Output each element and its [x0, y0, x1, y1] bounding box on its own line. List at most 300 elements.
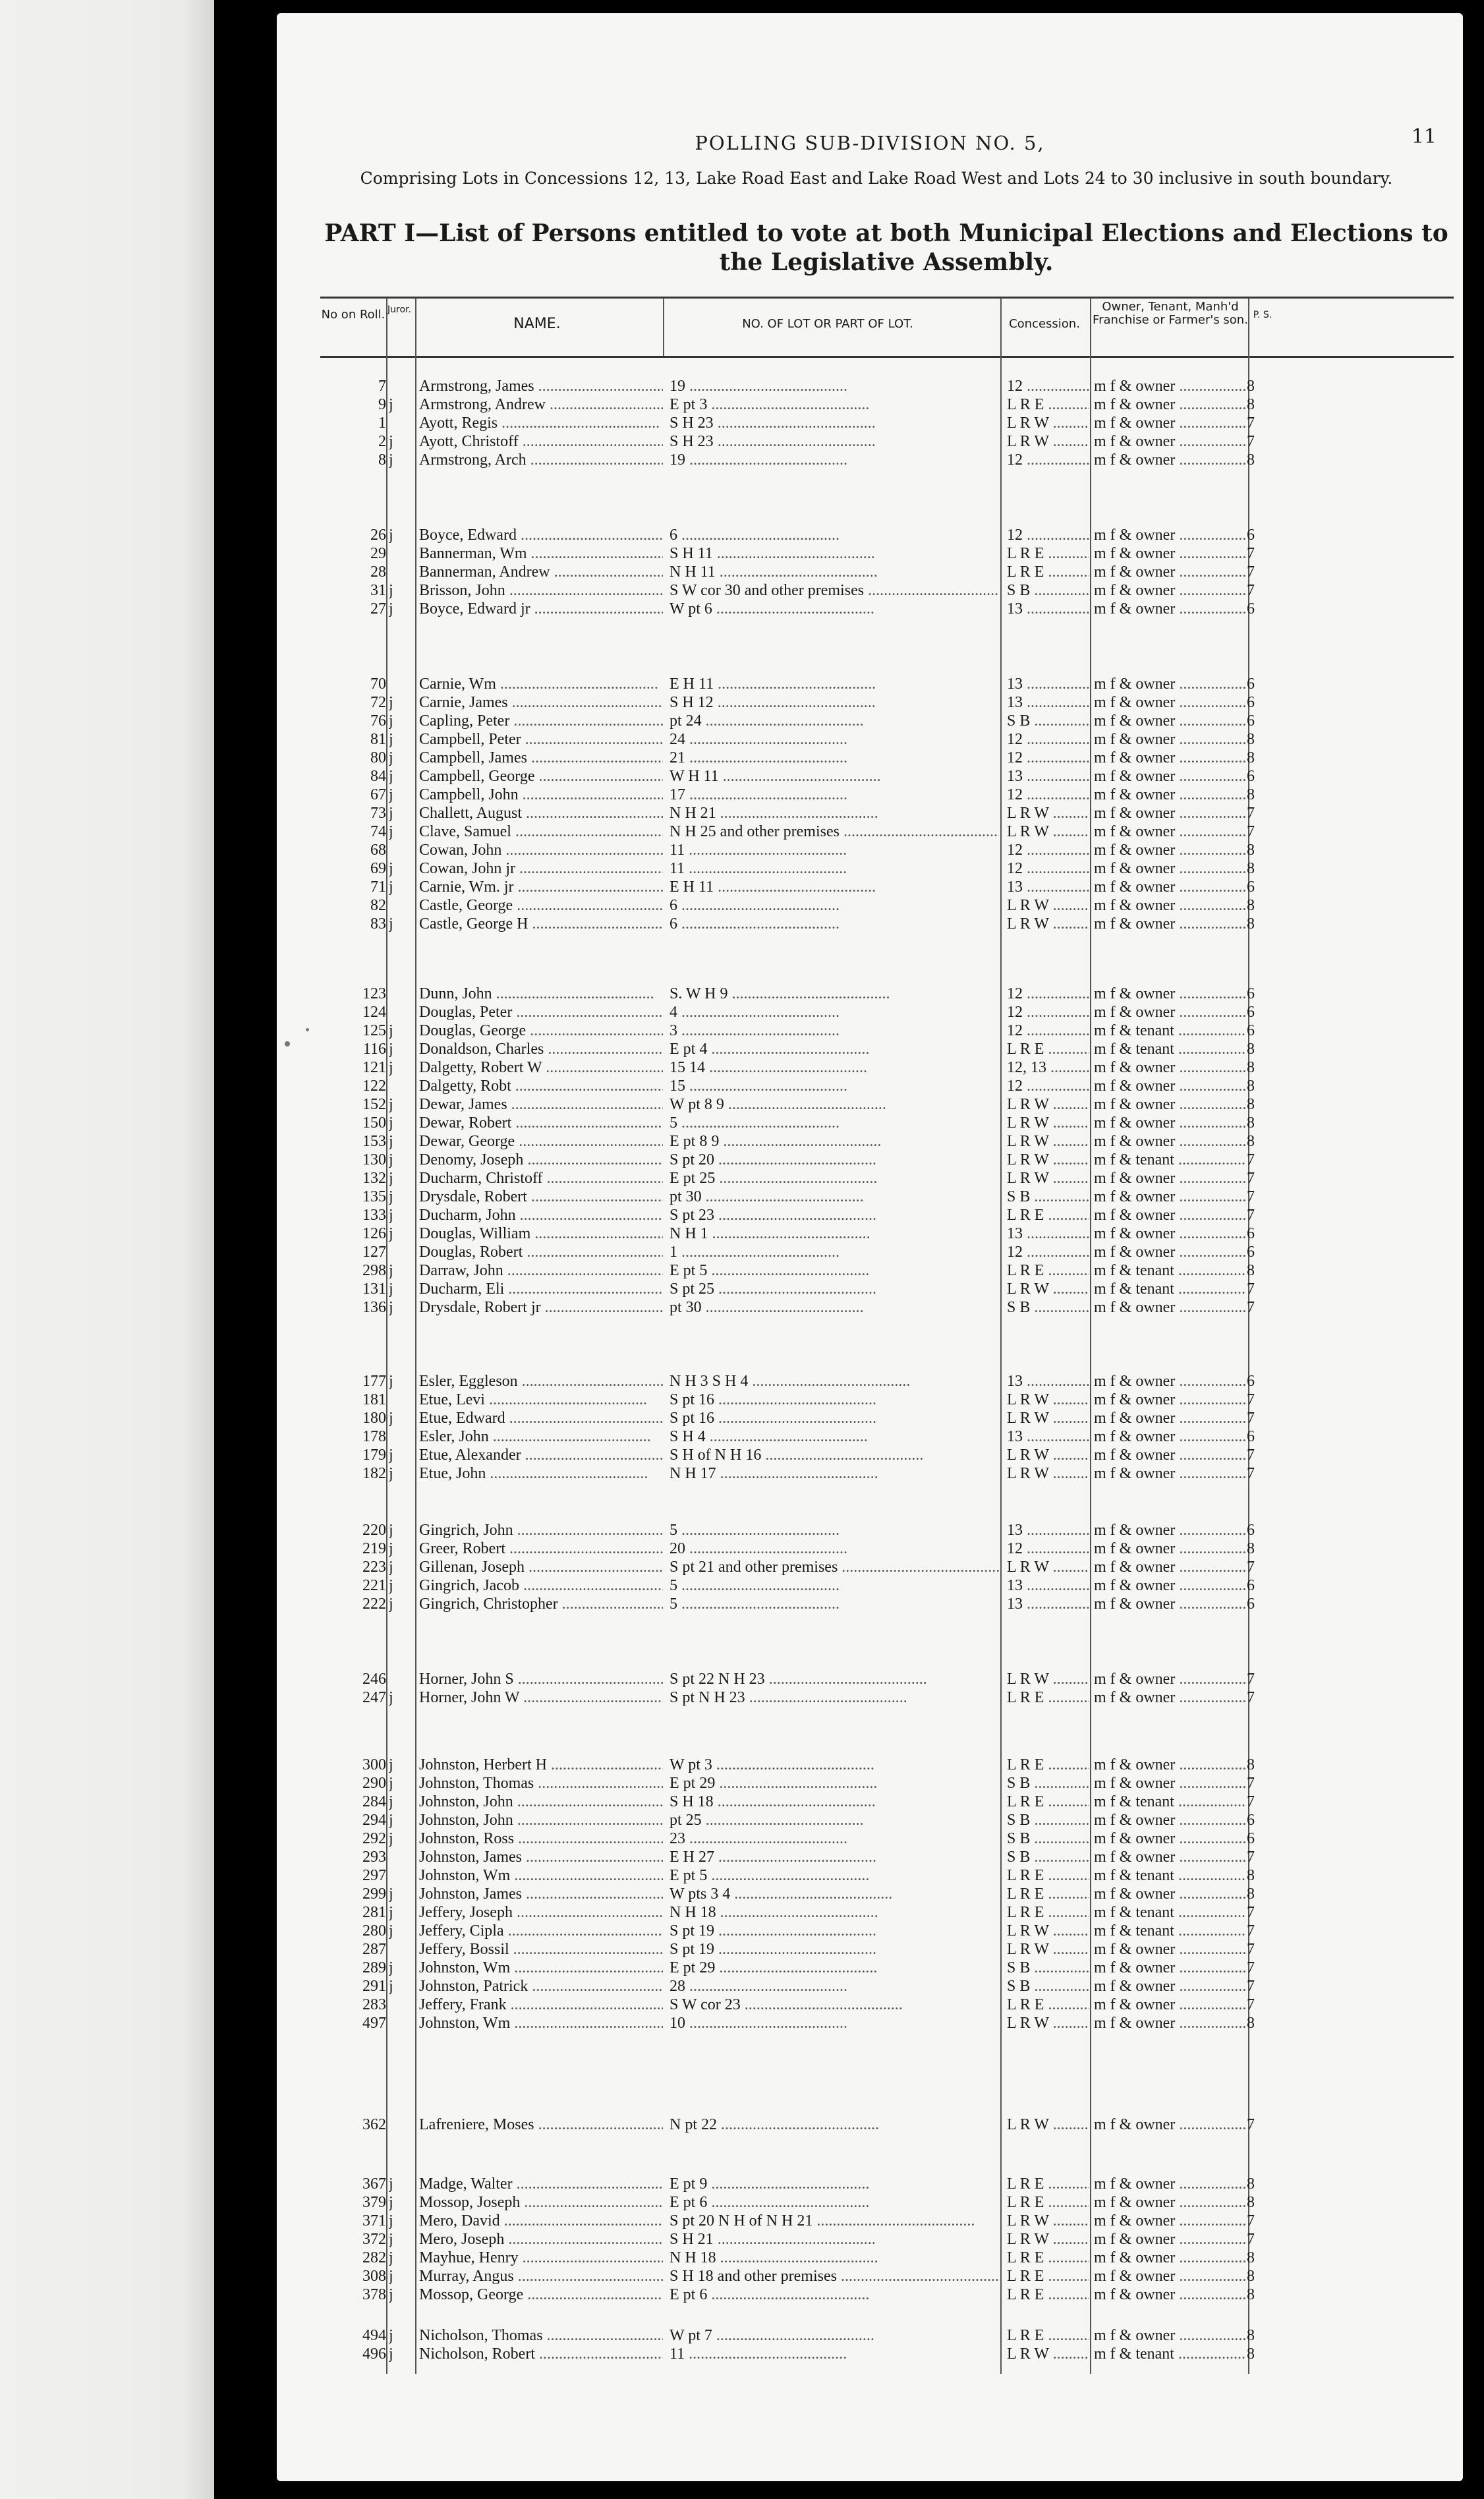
ward-number: 8 [1247, 2249, 1255, 2266]
voter-row [320, 1409, 1454, 1427]
voter-name: Bannerman, Wm ..... [419, 544, 663, 563]
concession: L R E ..... [1007, 2175, 1089, 2193]
roll-number: 76 [370, 712, 386, 730]
roll-number: 290 [362, 1775, 386, 1792]
lot-description: S pt 20 N H of N H 21 ..... [670, 2212, 999, 2230]
voter-name: Johnston, Wm ..... [419, 2014, 663, 2032]
concession: 13 ..... [1007, 1372, 1089, 1391]
concession: 12, 13 ..... [1007, 1058, 1089, 1077]
lot-description: S H 23 ..... [670, 414, 999, 432]
voter-row [320, 1188, 1454, 1206]
lot-description: S pt 16 ..... [670, 1409, 999, 1427]
juror-mark: j [389, 1188, 393, 1205]
concession: L R E ..... [1007, 395, 1089, 414]
voter-row [320, 841, 1454, 859]
roll-number: 116 [362, 1041, 386, 1058]
voter-row [320, 1903, 1454, 1922]
roll-number: 73 [370, 805, 386, 822]
concession: L R E ..... [1007, 1040, 1089, 1058]
lot-description: S H 4 ..... [670, 1427, 999, 1446]
concession: L R W ..... [1007, 2014, 1089, 2032]
owner-status: m f & tenant ..... [1094, 1151, 1245, 1169]
voter-row [320, 1922, 1454, 1940]
juror-mark: j [389, 1978, 393, 1995]
owner-status: m f & owner ..... [1094, 859, 1245, 878]
lot-description: N H 11 ..... [670, 563, 999, 581]
lot-description: W pt 8 9 ..... [670, 1095, 999, 1114]
roll-number: 177 [362, 1373, 386, 1390]
ward-number: 7 [1247, 1922, 1255, 1939]
voter-row [320, 1959, 1454, 1977]
roll-number: 83 [370, 915, 386, 933]
voter-row [320, 1040, 1454, 1058]
concession: 12 ..... [1007, 1243, 1089, 1261]
voter-name: Johnston, Ross ..... [419, 1829, 663, 1848]
voter-row [320, 2193, 1454, 2212]
owner-status: m f & owner ..... [1094, 2175, 1245, 2193]
concession: L R E ..... [1007, 1903, 1089, 1922]
juror-mark: j [389, 878, 393, 896]
voter-name: Ducharm, John ..... [419, 1206, 663, 1224]
voter-row [320, 2014, 1454, 2032]
owner-status: m f & tenant ..... [1094, 2345, 1245, 2363]
lot-description: S. W H 9 ..... [670, 985, 999, 1003]
roll-number: 379 [362, 2194, 386, 2211]
owner-status: m f & owner ..... [1094, 1169, 1245, 1188]
voter-row [320, 1206, 1454, 1224]
lot-description: 20 ..... [670, 1539, 999, 1558]
ward-number: 6 [1247, 768, 1255, 785]
lot-description: 11 ..... [670, 859, 999, 878]
voter-name: Boyce, Edward jr ..... [419, 600, 663, 618]
page-title: POLLING SUB-DIVISION NO. 5, [695, 132, 1045, 154]
lot-description: S pt 21 and other premises ..... [670, 1558, 999, 1576]
juror-mark: j [389, 2212, 393, 2229]
voter-name: Dewar, Robert ..... [419, 1114, 663, 1132]
voter-name: Douglas, George ..... [419, 1021, 663, 1040]
lot-description: E pt 5 ..... [670, 1261, 999, 1280]
lot-description: pt 25 ..... [670, 1811, 999, 1829]
concession: L R W ..... [1007, 414, 1089, 432]
concession: L R E ..... [1007, 1756, 1089, 1774]
owner-status: m f & owner ..... [1094, 786, 1245, 804]
roll-number: 246 [362, 1671, 386, 1688]
lot-description: S H 11 ..... [670, 544, 999, 563]
ward-number: 6 [1247, 1577, 1255, 1594]
roll-number: 31 [370, 582, 386, 599]
voter-row [320, 1077, 1454, 1095]
ward-number: 7 [1247, 415, 1255, 432]
ward-number: 8 [1247, 1885, 1255, 1903]
owner-status: m f & owner ..... [1094, 1811, 1245, 1829]
juror-mark: j [389, 1041, 393, 1058]
voter-row [320, 859, 1454, 878]
voter-name: Etue, Levi ..... [419, 1391, 663, 1409]
roll-number: 292 [362, 1830, 386, 1847]
owner-status: m f & owner ..... [1094, 896, 1245, 915]
juror-mark: j [389, 527, 393, 544]
lot-description: N H 18 ..... [670, 2249, 999, 2267]
lot-description: S pt 23 ..... [670, 1206, 999, 1224]
concession: L R E ..... [1007, 2193, 1089, 2212]
voter-name: Denomy, Joseph ..... [419, 1151, 663, 1169]
lot-description: 5 ..... [670, 1576, 999, 1595]
juror-mark: j [389, 1689, 393, 1706]
owner-status: m f & owner ..... [1094, 841, 1245, 859]
concession: L R E ..... [1007, 563, 1089, 581]
voter-row [320, 1132, 1454, 1151]
roll-number: 9 [378, 396, 386, 413]
concession: L R W ..... [1007, 1940, 1089, 1959]
ward-number: 8 [1247, 2286, 1255, 2303]
column-head-juror: Juror. [387, 304, 411, 315]
lot-description: N H 1 ..... [670, 1224, 999, 1243]
lot-description: S W cor 30 and other premises ..... [670, 581, 999, 600]
owner-status: m f & owner ..... [1094, 1558, 1245, 1576]
voter-name: Johnston, James ..... [419, 1885, 663, 1903]
ward-number: 6 [1247, 527, 1255, 544]
owner-status: m f & owner ..... [1094, 1940, 1245, 1959]
roll-number: 130 [362, 1151, 386, 1168]
ward-number: 7 [1247, 823, 1255, 840]
column-head-name: NAME. [513, 316, 561, 332]
lot-description: S pt 19 ..... [670, 1922, 999, 1940]
roll-number: 294 [362, 1812, 386, 1829]
ward-number: 6 [1247, 1830, 1255, 1847]
voter-name: Etue, Edward ..... [419, 1409, 663, 1427]
owner-status: m f & owner ..... [1094, 1464, 1245, 1483]
lot-description: W H 11 ..... [670, 767, 999, 786]
owner-status: m f & owner ..... [1094, 2230, 1245, 2249]
voter-row [320, 2230, 1454, 2249]
lot-description: 5 ..... [670, 1595, 999, 1613]
voter-name: Douglas, Peter ..... [419, 1003, 663, 1021]
ward-number: 7 [1247, 1849, 1255, 1866]
concession: L R W ..... [1007, 1132, 1089, 1151]
ward-number: 7 [1247, 1793, 1255, 1810]
voter-name: Johnston, Patrick ..... [419, 1977, 663, 1996]
voter-name: Campbell, John ..... [419, 786, 663, 804]
owner-status: m f & tenant ..... [1094, 1021, 1245, 1040]
ward-number: 7 [1247, 1671, 1255, 1688]
owner-status: m f & owner ..... [1094, 730, 1245, 749]
juror-mark: j [389, 731, 393, 748]
voter-row [320, 822, 1454, 841]
voter-name: Johnston, Wm ..... [419, 1866, 663, 1885]
voter-name: Challett, August ..... [419, 804, 663, 822]
voter-row [320, 1885, 1454, 1903]
juror-mark: j [389, 1022, 393, 1039]
owner-status: m f & owner ..... [1094, 1885, 1245, 1903]
register-page [277, 13, 1463, 2481]
lot-description: pt 24 ..... [670, 712, 999, 730]
voter-name: Gingrich, John ..... [419, 1521, 663, 1539]
lot-description: E pt 6 ..... [670, 2285, 999, 2304]
voter-row [320, 1464, 1454, 1483]
juror-mark: j [389, 1595, 393, 1613]
owner-status: m f & tenant ..... [1094, 1903, 1245, 1922]
voter-row [320, 2326, 1454, 2345]
voter-row [320, 581, 1454, 600]
ward-number: 8 [1247, 2015, 1255, 2032]
voter-name: Campbell, James ..... [419, 749, 663, 767]
ward-number: 7 [1247, 433, 1255, 450]
owner-status: m f & owner ..... [1094, 1095, 1245, 1114]
lot-description: 19 ..... [670, 377, 999, 395]
page-subtitle: Comprising Lots in Concessions 12, 13, Lake Road East and Lake Road West and Lots 24 to 30 inclusive in south boundary. [360, 169, 1393, 188]
voter-name: Mero, Joseph ..... [419, 2230, 663, 2249]
owner-status: m f & tenant ..... [1094, 1261, 1245, 1280]
roll-number: 131 [362, 1280, 386, 1298]
owner-status: m f & owner ..... [1094, 1996, 1245, 2014]
ward-number: 8 [1247, 731, 1255, 748]
roll-number: 80 [370, 749, 386, 766]
owner-status: m f & owner ..... [1094, 693, 1245, 712]
owner-status: m f & owner ..... [1094, 2115, 1245, 2134]
juror-mark: j [389, 2286, 393, 2303]
concession: L R W ..... [1007, 1922, 1089, 1940]
voter-name: Horner, John S ..... [419, 1670, 663, 1688]
lot-description: S H 18 and other premises ..... [670, 2267, 999, 2285]
roll-number: 81 [370, 731, 386, 748]
voter-row [320, 600, 1454, 618]
concession: 12 ..... [1007, 859, 1089, 878]
ward-number: 8 [1247, 860, 1255, 877]
ward-number: 8 [1247, 1133, 1255, 1150]
ward-number: 7 [1247, 805, 1255, 822]
voter-name: Johnston, John ..... [419, 1811, 663, 1829]
lot-description: N H 25 and other premises ..... [670, 822, 999, 841]
voter-row [320, 526, 1454, 544]
ward-number: 6 [1247, 712, 1255, 730]
concession: L R W ..... [1007, 432, 1089, 451]
book-gutter [214, 0, 277, 2499]
voter-row [320, 1261, 1454, 1280]
roll-number: 122 [362, 1077, 386, 1095]
voter-row [320, 2175, 1454, 2193]
juror-mark: j [389, 1299, 393, 1316]
concession: L R W ..... [1007, 822, 1089, 841]
roll-number: 28 [370, 563, 386, 581]
voter-row [320, 1688, 1454, 1707]
voter-name: Boyce, Edward ..... [419, 526, 663, 544]
voter-name: Castle, George ..... [419, 896, 663, 915]
owner-status: m f & owner ..... [1094, 1688, 1245, 1707]
roll-number: 153 [362, 1133, 386, 1150]
juror-mark: j [389, 1812, 393, 1829]
voter-row [320, 878, 1454, 896]
ward-number: 8 [1247, 2345, 1255, 2363]
concession: L R E ..... [1007, 1261, 1089, 1280]
concession: L R W ..... [1007, 896, 1089, 915]
voter-row [320, 1446, 1454, 1464]
owner-status: m f & owner ..... [1094, 1077, 1245, 1095]
owner-status: m f & owner ..... [1094, 1003, 1245, 1021]
voter-name: Gillenan, Joseph ..... [419, 1558, 663, 1576]
juror-mark: j [389, 768, 393, 785]
roll-number: 126 [362, 1225, 386, 1242]
juror-mark: j [389, 712, 393, 730]
voter-row [320, 730, 1454, 749]
concession: 13 ..... [1007, 693, 1089, 712]
juror-mark: j [389, 600, 393, 618]
owner-status: m f & tenant ..... [1094, 1866, 1245, 1885]
lot-description: S H of N H 16 ..... [670, 1446, 999, 1464]
ward-number: 7 [1247, 2212, 1255, 2229]
voter-name: Dewar, George ..... [419, 1132, 663, 1151]
concession: 12 ..... [1007, 1021, 1089, 1040]
concession: 12 ..... [1007, 749, 1089, 767]
concession: S B ..... [1007, 1829, 1089, 1848]
roll-number: 72 [370, 694, 386, 711]
roll-number: 247 [362, 1689, 386, 1706]
ward-number: 8 [1247, 451, 1255, 469]
voter-name: Bannerman, Andrew ..... [419, 563, 663, 581]
voter-row [320, 563, 1454, 581]
roll-number: 26 [370, 527, 386, 544]
concession: S B ..... [1007, 1298, 1089, 1317]
lot-description: W pt 3 ..... [670, 1756, 999, 1774]
ward-number: 7 [1247, 2231, 1255, 2248]
owner-status: m f & owner ..... [1094, 2249, 1245, 2267]
concession: 12 ..... [1007, 1077, 1089, 1095]
ward-number: 6 [1247, 878, 1255, 896]
lot-description: 11 ..... [670, 841, 999, 859]
concession: 12 ..... [1007, 730, 1089, 749]
roll-number: 133 [362, 1207, 386, 1224]
ward-number: 6 [1247, 694, 1255, 711]
roll-number: 497 [362, 2015, 386, 2032]
juror-mark: j [389, 1793, 393, 1810]
voter-name: Carnie, Wm. jr ..... [419, 878, 663, 896]
owner-status: m f & owner ..... [1094, 377, 1245, 395]
voter-row [320, 1243, 1454, 1261]
juror-mark: j [389, 1133, 393, 1150]
voter-row [320, 451, 1454, 469]
voter-row [320, 1539, 1454, 1558]
owner-status: m f & owner ..... [1094, 1188, 1245, 1206]
juror-mark: j [389, 1207, 393, 1224]
lot-description: pt 30 ..... [670, 1298, 999, 1317]
ward-number: 8 [1247, 1867, 1255, 1884]
header-rule-top [320, 297, 1454, 299]
juror-mark: j [389, 1775, 393, 1792]
owner-status: m f & owner ..... [1094, 2014, 1245, 2032]
voter-row [320, 1793, 1454, 1811]
ward-number: 7 [1247, 1447, 1255, 1464]
voter-row [320, 1996, 1454, 2014]
juror-mark: j [389, 1170, 393, 1187]
voter-row [320, 915, 1454, 933]
owner-status: m f & owner ..... [1094, 1114, 1245, 1132]
concession: S B ..... [1007, 1977, 1089, 1996]
concession: L R W ..... [1007, 1151, 1089, 1169]
juror-mark: j [389, 805, 393, 822]
voter-row [320, 1521, 1454, 1539]
owner-status: m f & owner ..... [1094, 544, 1245, 563]
voter-row [320, 1298, 1454, 1317]
roll-number: 124 [362, 1004, 386, 1021]
roll-number: 180 [362, 1410, 386, 1427]
concession: L R W ..... [1007, 915, 1089, 933]
ward-number: 8 [1247, 2327, 1255, 2344]
juror-mark: j [389, 396, 393, 413]
column-head-ward: P. S. [1253, 310, 1272, 320]
lot-description: W pt 6 ..... [670, 600, 999, 618]
column-head-lot: NO. OF LOT OR PART OF LOT. [742, 317, 913, 331]
roll-number: 289 [362, 1959, 386, 1976]
juror-mark: j [389, 2249, 393, 2266]
juror-mark: j [389, 2345, 393, 2363]
ward-number: 8 [1247, 1756, 1255, 1773]
voter-name: Ducharm, Eli ..... [419, 1280, 663, 1298]
ward-number: 7 [1247, 545, 1255, 562]
lot-description: 17 ..... [670, 786, 999, 804]
ward-number: 7 [1247, 582, 1255, 599]
voter-row [320, 1756, 1454, 1774]
paper-speck [285, 1041, 290, 1047]
voter-name: Esler, Eggleson ..... [419, 1372, 663, 1391]
concession: S B ..... [1007, 1959, 1089, 1977]
voter-name: Cowan, John jr ..... [419, 859, 663, 878]
header-rule-bottom [320, 356, 1454, 358]
ward-number: 8 [1247, 2194, 1255, 2211]
voter-name: Johnston, James ..... [419, 1848, 663, 1866]
roll-number: 84 [370, 768, 386, 785]
concession: 13 ..... [1007, 767, 1089, 786]
ward-number: 6 [1247, 1812, 1255, 1829]
roll-number: 69 [370, 860, 386, 877]
owner-status: m f & owner ..... [1094, 878, 1245, 896]
lot-description: 24 ..... [670, 730, 999, 749]
lot-description: 6 ..... [670, 896, 999, 915]
owner-status: m f & tenant ..... [1094, 1922, 1245, 1940]
owner-status: m f & owner ..... [1094, 1206, 1245, 1224]
roll-number: 2 [378, 433, 386, 450]
voter-name: Carnie, James ..... [419, 693, 663, 712]
roll-number: 378 [362, 2286, 386, 2303]
roll-number: 308 [362, 2268, 386, 2285]
roll-number: 367 [362, 2175, 386, 2193]
concession: L R E ..... [1007, 544, 1089, 563]
ward-number: 6 [1247, 600, 1255, 618]
concession: S B ..... [1007, 1848, 1089, 1866]
voter-name: Brisson, John ..... [419, 581, 663, 600]
voter-name: Darraw, John ..... [419, 1261, 663, 1280]
ward-number: 8 [1247, 749, 1255, 766]
roll-number: 181 [362, 1391, 386, 1408]
ward-number: 7 [1247, 1689, 1255, 1706]
roll-number: 371 [362, 2212, 386, 2229]
ward-number: 8 [1247, 2175, 1255, 2193]
concession: L R W ..... [1007, 1670, 1089, 1688]
voter-row [320, 1169, 1454, 1188]
juror-mark: j [389, 1465, 393, 1482]
owner-status: m f & owner ..... [1094, 1224, 1245, 1243]
ward-number: 6 [1247, 985, 1255, 1002]
juror-mark: j [389, 823, 393, 840]
lot-description: 5 ..... [670, 1114, 999, 1132]
roll-number: 1 [378, 415, 386, 432]
juror-mark: j [389, 2175, 393, 2193]
concession: L R W ..... [1007, 2345, 1089, 2363]
paper-speck [306, 1028, 309, 1031]
voter-name: Mossop, George ..... [419, 2285, 663, 2304]
ward-number: 8 [1247, 1059, 1255, 1076]
lot-description: 6 ..... [670, 526, 999, 544]
voter-row [320, 804, 1454, 822]
roll-number: 82 [370, 897, 386, 914]
